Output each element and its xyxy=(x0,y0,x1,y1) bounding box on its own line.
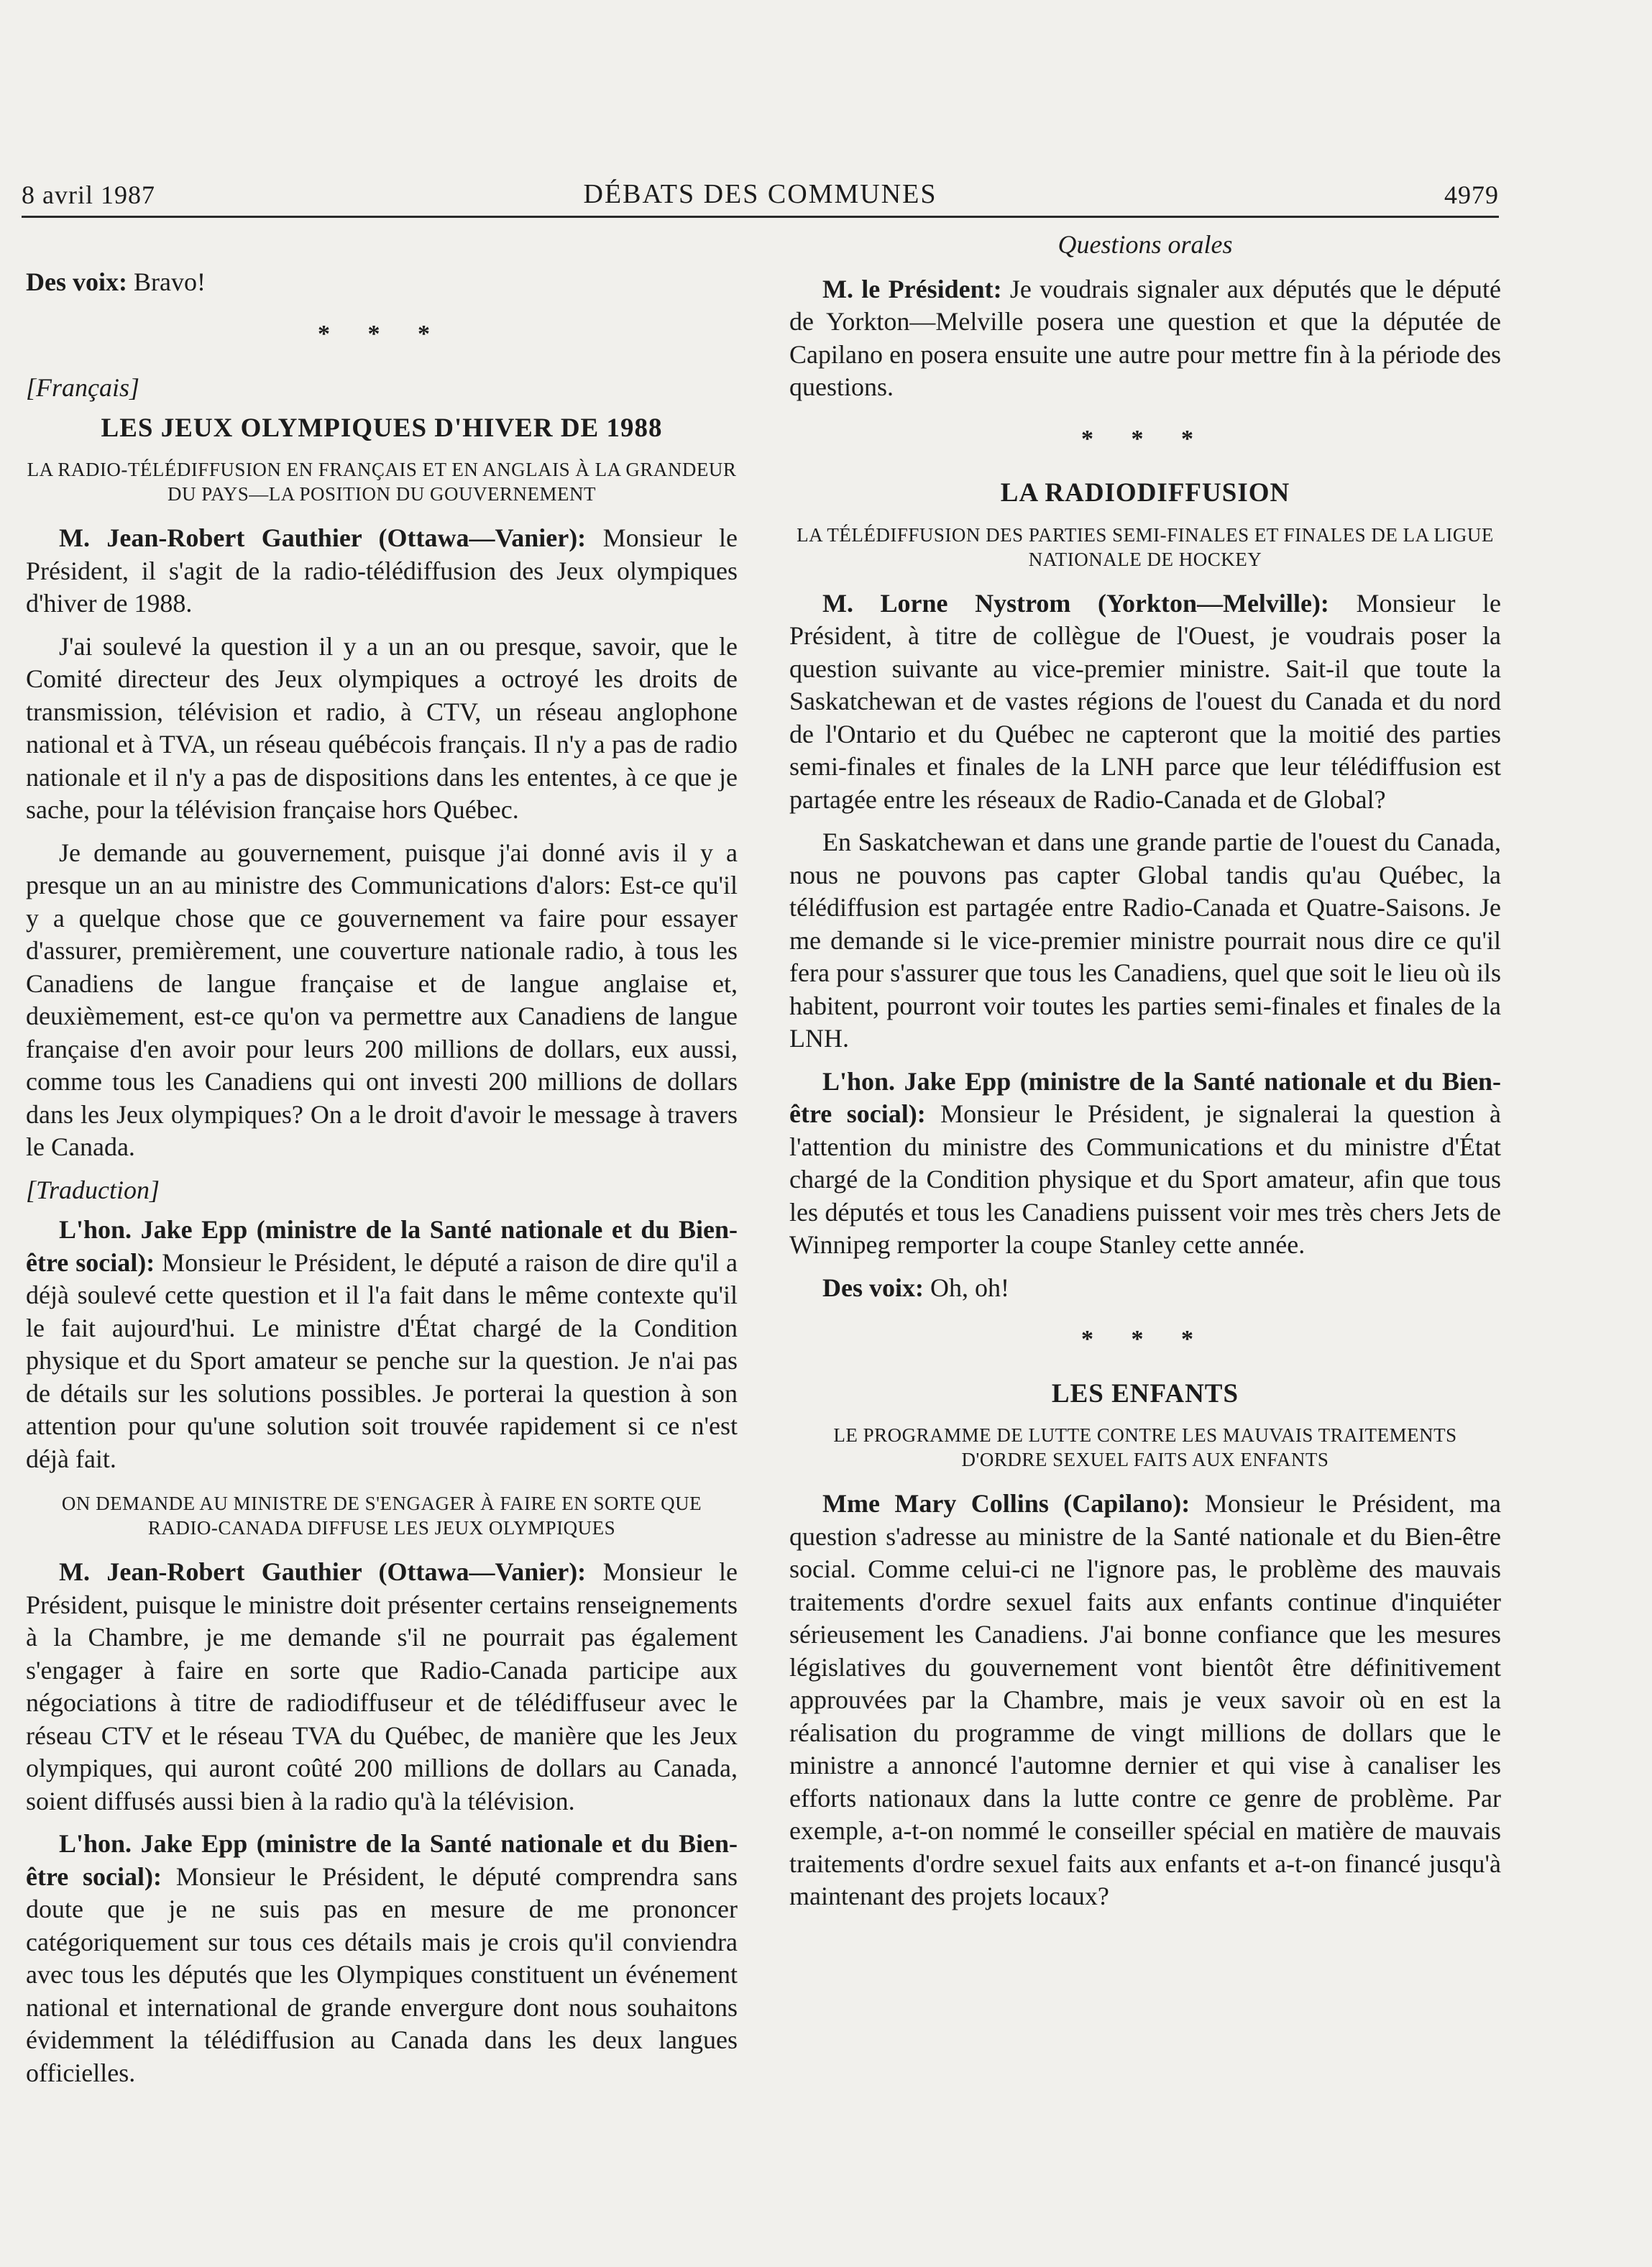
speech-paragraph: Je demande au gouvernement, puisque j'ai donné avis il y a presque un an au ministre des Communications d'alors: Est-ce qu'il y a quelque chose que ce gouvernement va faire pour essayer d'assurer, premièrement, une couverture nationale radio, à tous les Canadiens de langue française et de langue anglaise et, deuxièmement, est-ce qu'on va permettre aux Canadiens de langue française d'en avoir pour leurs 200 millions de dollars, eux aussi, comme tous les Canadiens qui ont investi 200 millions de dollars dans les Jeux olympiques? On a le droit d'avoir le message à travers le Canada. xyxy=(26,838,738,1161)
page-header xyxy=(22,173,1499,218)
speech-paragraph xyxy=(789,587,1501,817)
section-heading: LES ENFANTS xyxy=(1051,1378,1239,1409)
speaker: L'hon. Jake Epp (ministre de la Santé nationale et du Bien-être social): xyxy=(26,1215,738,1277)
speech-paragraph xyxy=(26,1828,738,2089)
speech-text: Monsieur le Président, puisque le ministre doit présenter certains renseignements à la Chambre, je me demande s'il ne pourrait pas également s'engager à faire en sorte que Radio-Canada participe aux négociations à titre de radiodiffuseur et de télédiffuseur avec le réseau CTV et le réseau TVA du Québec, de manière que les Jeux olympiques, qui auront coûté 200 millions de dollars au Canada, soient diffusés aussi bien à la radio qu'à la télévision. xyxy=(26,1557,738,1815)
speech-text: Monsieur le Président, le député comprendra sans doute que je ne suis pas en mesure de me prononcer catégoriquement sur tous ces détails mais je crois qu'il conviendra avec tous les députés que les Olympiques constituent un événement national et international de grande envergure dont nous souhaitons évidemment la télédiffusion au Canada dans les deux langues officielles. xyxy=(26,1861,738,2087)
speech-paragraph xyxy=(789,273,1501,404)
speech-text: Monsieur le Président, il s'agit de la radio-télédiffusion des Jeux olympiques d'hiver de 1988. xyxy=(26,523,738,618)
speaker: Des voix: xyxy=(822,1273,924,1302)
speech-paragraph xyxy=(789,1066,1501,1262)
section-subheading: LE PROGRAMME DE LUTTE CONTRE LES MAUVAIS TRAITEMENTS D'ORDRE SEXUEL FAITS AUX ENFANTS xyxy=(833,1424,1457,1470)
speech-text: Monsieur le Président, à titre de collègue de l'Ouest, je voudrais poser la question suivante au vice-premier ministre. Sait-il que toute la Saskatchewan et de vastes régions de l'ouest du Canada et du nord de l'Ontario et du Québec ne capteront que la moitié des parties semi-finales et finales de la LNH parce que leur télédiffusion est partagée entre les réseaux de Radio-Canada et de Global? xyxy=(789,588,1501,814)
speech-voices xyxy=(789,1272,1501,1305)
language-marker: [Traduction] xyxy=(26,1175,160,1204)
speech-paragraph: En Saskatchewan et dans une grande partie de l'ouest du Canada, nous ne pouvons pas capter Global tandis qu'au Québec, la télédiffusion est partagée entre Radio-Canada et Quatre-Saisons. Je me demande si le vice-premier ministre pourrait nous dire ce qu'il fera pour s'assurer que tous les Canadiens, quel que soit le lieu où ils habitent, pourront voir toutes les parties semi-finales et finales de la LNH. xyxy=(789,828,1501,1053)
header-page-number: 4979 xyxy=(1444,180,1499,209)
language-marker: [Français] xyxy=(26,373,140,402)
header-date: 8 avril 1987 xyxy=(22,180,155,209)
section-separator: * * * xyxy=(318,320,446,347)
speech-text: Monsieur le Président, je signalerai la question à l'attention du ministre des Communications et du ministre d'État chargé de la Condition physique et du Sport amateur, afin que tous les députés et tous les Canadiens puissent voir mes très chers Jets de Winnipeg remporter la coupe Stanley cette année. xyxy=(789,1099,1501,1259)
speech-paragraph xyxy=(26,1214,738,1475)
section-separator: * * * xyxy=(1081,1326,1209,1352)
section-separator: * * * xyxy=(1081,425,1209,452)
speech-paragraph xyxy=(26,1556,738,1818)
speaker: L'hon. Jake Epp (ministre de la Santé nationale et du Bien-être social): xyxy=(26,1829,738,1891)
section-heading: LA RADIODIFFUSION xyxy=(1000,478,1290,508)
header-title: DÉBATS DES COMMUNES xyxy=(583,179,937,209)
speech-text: Bravo! xyxy=(133,267,206,296)
speaker: M. Lorne Nystrom (Yorkton—Melville): xyxy=(822,588,1329,618)
section-heading: LES JEUX OLYMPIQUES D'HIVER DE 1988 xyxy=(101,413,663,443)
speaker: M. Jean-Robert Gauthier (Ottawa—Vanier): xyxy=(59,523,587,552)
speaker: L'hon. Jake Epp (ministre de la Santé nationale et du Bien-être social): xyxy=(789,1066,1501,1128)
section-subheading: ON DEMANDE AU MINISTRE DE S'ENGAGER À FAIRE EN SORTE QUE RADIO-CANADA DIFFUSE LES JEUX OLYMPIQUES xyxy=(61,1493,702,1539)
speech-text: Oh, oh! xyxy=(930,1273,1009,1302)
speaker: M. Jean-Robert Gauthier (Ottawa—Vanier): xyxy=(59,1557,587,1586)
speaker: Des voix: xyxy=(26,267,127,296)
speech-text: Monsieur le Président, ma question s'adresse au ministre de la Santé nationale et du Bien-être social. Comme celui-ci ne l'ignore pas, le problème des mauvais traitements d'ordre sexuel faits aux enfants continue d'inquiéter sérieusement les Canadiens. J'ai bonne confiance que les mesures législatives du gouvernement vont bientôt être définitivement approuvées par la Chambre, mais je veux savoir où en est la réalisation du programme de vingt millions de dollars que le ministre a annoncé l'automne dernier et qui vise à canaliser les efforts nationaux dans la lutte contre ce genre de problème. Par exemple, a-t-on nommé le conseiller spécial en matière de mauvais traitements d'ordre sexuel faits aux enfants et a-t-on financé jusqu'à maintenant des projets locaux? xyxy=(789,1489,1501,1910)
section-subheading: LA RADIO-TÉLÉDIFFUSION EN FRANÇAIS ET EN ANGLAIS À LA GRANDEUR DU PAYS—LA POSITION DU GOUVERNEMENT xyxy=(27,459,737,505)
speech-voices xyxy=(26,266,738,299)
speech-text: Monsieur le Président, le député a raison de dire qu'il a déjà soulevé cette question et il l'a fait dans le même contexte qu'il le fait aujourd'hui. Le ministre d'État chargé de la Condition physique et du Sport amateur se penche sur la question. Je n'ai pas de détails sur les solutions possibles. Je porterai la question à son attention pour qu'une solution soit trouvée rapidement si ce n'est déjà fait. xyxy=(26,1247,738,1473)
speech-paragraph: J'ai soulevé la question il y a un an ou presque, savoir, que le Comité directeur des Jeux olympiques a octroyé les droits de transmission, télévision et radio, à CTV, un réseau anglophone national et à TVA, un réseau québécois français. Il n'y a pas de radio nationale et il n'y a pas de dispositions dans les ententes, à ce que je sache, pour la télévision française hors Québec. xyxy=(26,631,738,824)
left-column xyxy=(26,266,738,2099)
speaker: Mme Mary Collins (Capilano): xyxy=(822,1489,1190,1518)
speech-paragraph xyxy=(789,1488,1501,1913)
section-subheading: LA TÉLÉDIFFUSION DES PARTIES SEMI-FINALES ET FINALES DE LA LIGUE NATIONALE DE HOCKEY xyxy=(797,523,1494,570)
speaker: M. le Président: xyxy=(822,274,1002,303)
speech-paragraph xyxy=(26,522,738,620)
speech-text: Je voudrais signaler aux députés que le député de Yorkton—Melville posera une question et que la députée de Capilano en posera ensuite une autre pour mettre fin à la période des questions. xyxy=(789,274,1501,401)
right-column xyxy=(789,229,1501,1923)
section-title: Questions orales xyxy=(1057,230,1233,259)
